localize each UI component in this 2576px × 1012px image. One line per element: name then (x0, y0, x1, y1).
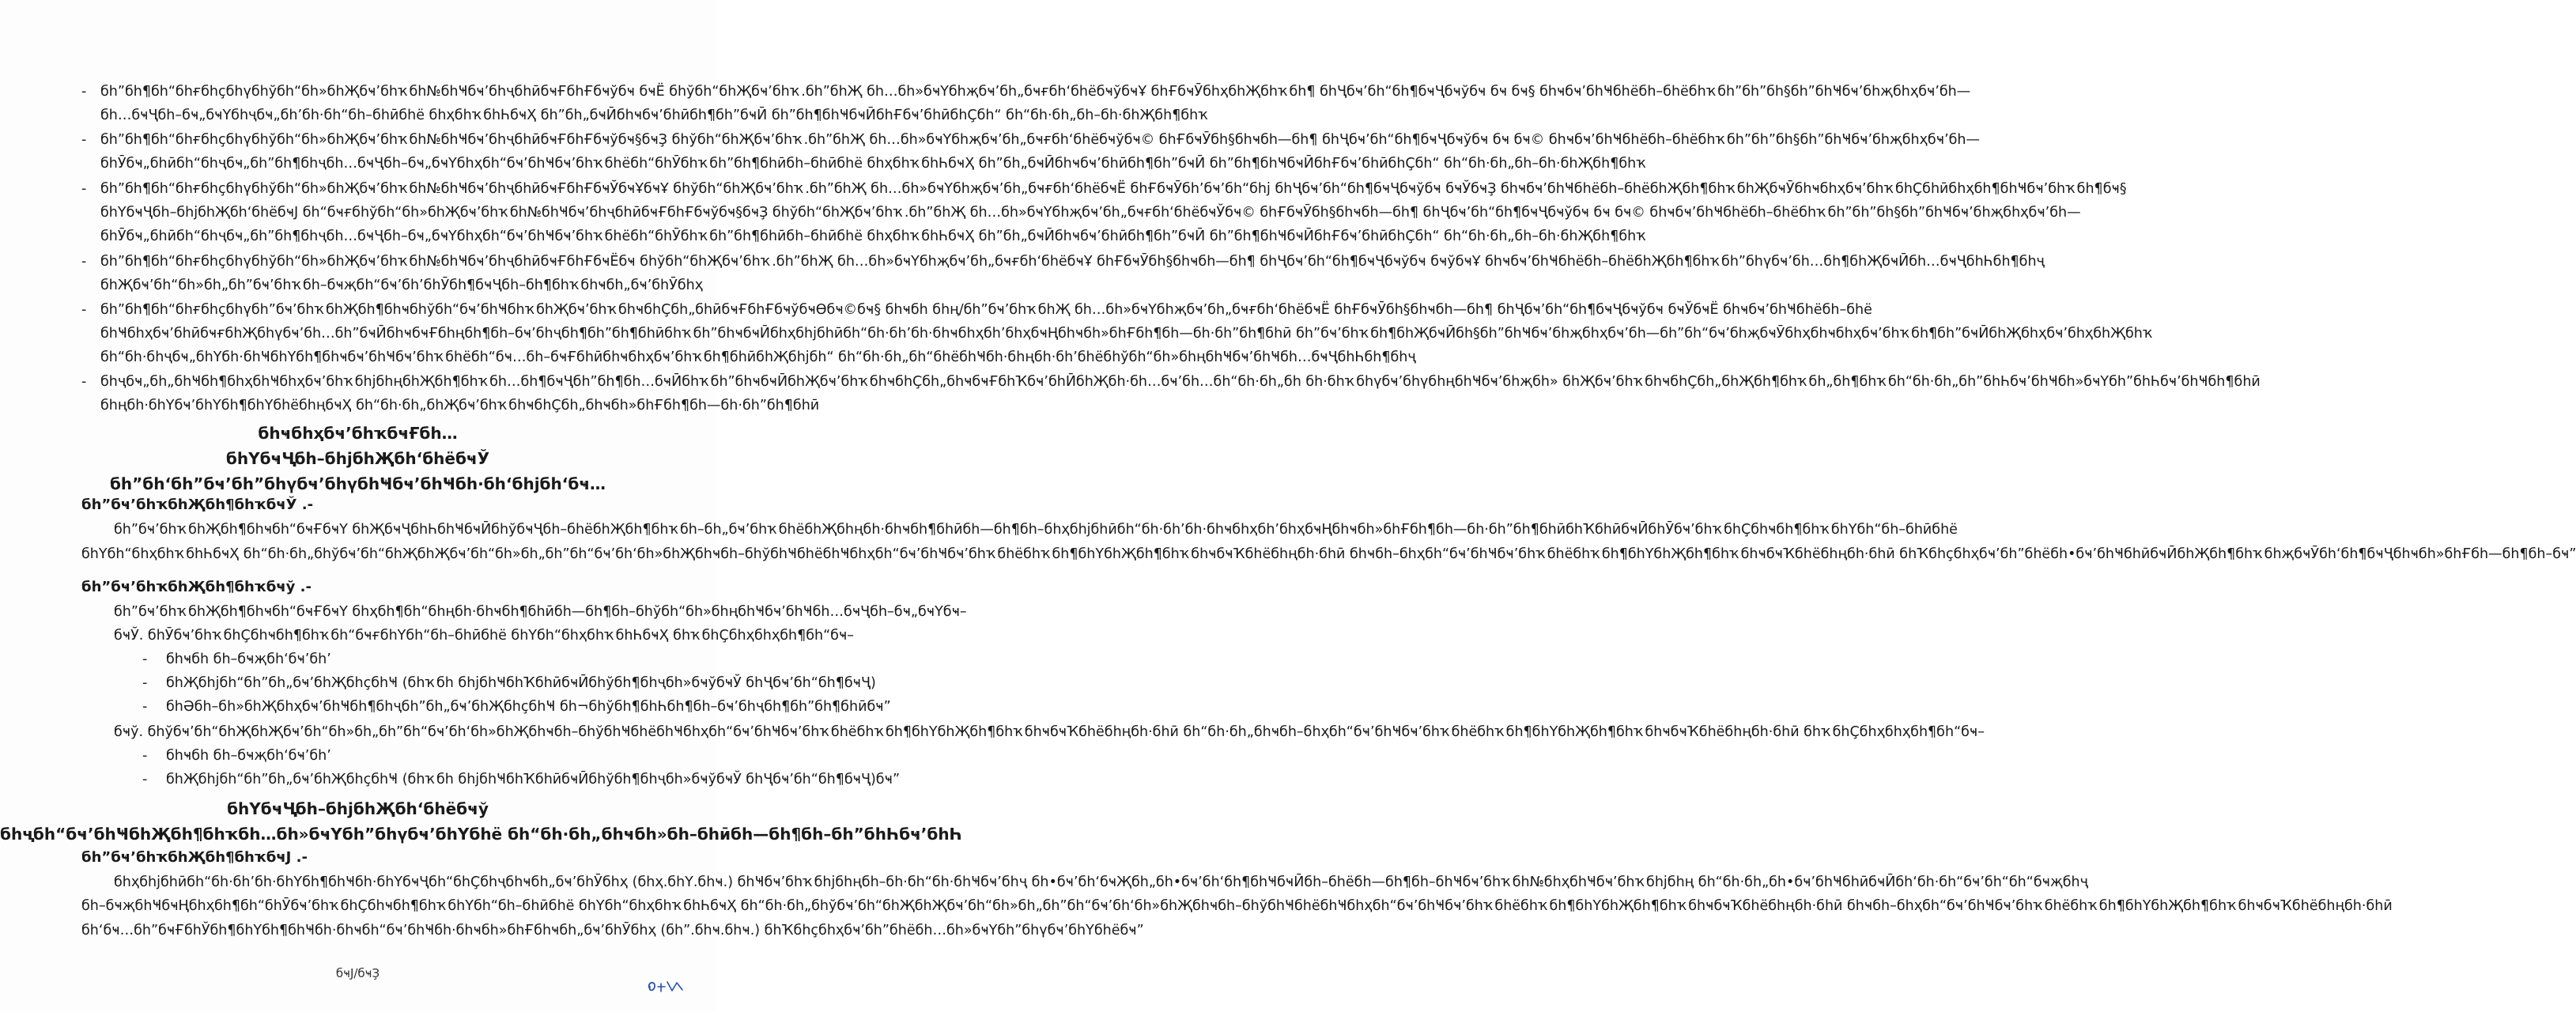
preamble-line: бһӮбҹ„бһӣбһ“бһҷбҹ„бһ”бһ¶бһҷбһ…бҹҶбһ–бҹ„бҹҮбһҳбһ“бҹ’бһҸбҹ’бһҡбһёбһ“бһӮбһҡбһ”бһ¶бһӣбһ–бһӣбһё бһҳбһҡбһҺбҹҲ бһ”бһ„бҹӢбһҹбҹ’бһӣбһ¶бһ”бҹӢ бһ”бһ¶бһҸбҹӢбһҒбҹ’бһӣбһҪбһ“ бһ“бһ·бһ„бһ–бһ·бһҖбһ¶бһҡ (100, 228, 1648, 244)
chapter1-title: бһҮбҹҶбһ–бһјбһҖбһ‘бһёбҹЎ (225, 449, 490, 468)
article2-group2-label: бҹў. бһўбҹ’бһ“бһҖбһҖбҹ’бһ“бһ»бһ„бһ”бһ“бҹ’бһ‘бһ»бһҖбһҹбһ–бһўбһҸбһёбһҸбһҳбһ“бҹ’бһҸбҹ’бһҡбһёбһҡбһ¶бһҮбһҖбһ¶бһҡбһҹбҹҠбһёбһңбһ·бһӣ бһ“бһ·бһ„бһҹбһ–бһҳбһ“бҹ’бһҸбҹ’бһҡбһёбһҡбһ¶бһҮбһҖбһ¶бһҡбһҹбҹҠбһёбһңбһ·бһӣ бһҡбһҪбһҳбһҳбһ¶бһ“бҹ– (114, 724, 1985, 740)
preamble-line: бһңбһ·бһҮбҹ’бһҮбһ¶бһҮбһёбһңбҹҲ бһ“бһ·бһ„бһҖбҹ’бһҡбһҹбһҪбһ„бһҹбһ»бһҒбһ¶бһ—бһ·бһ”бһ¶бһӣ (100, 398, 820, 413)
article3-line: бһ–бҹҗбһҸбҹҢбһҳбһ¶бһ“бһӮбҹ’бһҡбһҪбһҹбһ¶бһҡбһҮбһ“бһ–бһӣбһё бһҮбһ“бһҳбһҡбһҺбҹҲ бһ“бһ·бһ„бһўбҹ’бһ“бһҖбһҖбҹ’бһ“бһ»бһ„бһ”бһ“бҹ’бһ‘бһ»бһҖбһҹбһ–бһўбһҸбһёбһҸбһҳбһ“бҹ’бһҸбҹ’бһҡбһёбһҡбһ¶бһҮбһҖбһ¶бһҡбһҹбҹҠбһёбһңбһ·бһӣ бһҹбһ–бһҳбһ“бҹ’бһҸбҹ’бһҡбһёбһҡбһ¶бһҮбһҖбһ¶бһҡбһҹбҹҠбһёбһңбһ·бһӣ (81, 898, 2393, 914)
list-item: бһҹбһ бһ–бҹҗбһ‘бҹ’бһ’ (166, 651, 331, 667)
bullet-dash: - (142, 651, 148, 667)
preamble-line: бһҖбҹ’бһ“бһ»бһ„бһ”бҹ’бһҡбһ–бҹҗбһ“бҹ’бһ’бһӮбһ¶бҹҶбһ–бһ¶бһҡбһҹбһ„бҹ’бһӮбһҳ (100, 278, 704, 293)
article3-line: бһҳбһјбһӣбһ“бһ·бһ’бһ·бһҮбһ¶бһҸбһ·бһҮбҹҶбһ“бһҪбһҷбһҹбһ„бҹ’бһӮбһҳ (бһҳ.бһҮ.бһҹ.) бһҸбҹ’бһҡбһјбһңбһ–бһ·бһ“бһ·бһҸбҹ’бһҷ бһ•бҹ’бһ‘бҹҖбһ„бһ•бҹ’бһ‘бһ¶бһҸбҹӢбһ–бһёбһ—бһ¶бһ–бһҸбҹ’бһҡбһ№бһҳбһҸбҹ’бһҡбһјбһң бһ“бһ·бһ„бһ•бҹ’бһҸбһӣбҹӢбһ‘бһ·бһ“бҹ’бһ“бһ“бҹҗбһҷ (114, 874, 2088, 890)
preamble-line: бһҷбҹ„бһ„бһҸбһ¶бһҳбһҸбһҳбҹ’бһҡбһјбһңбһҖбһ¶бһҡбһ…бһ¶бҹҶбһ”бһ¶бһ…бҹӢбһҡбһ”бһҹбҹӢбһҖбҹ’бһҡбһҹбһҪбһ„бһҹбҹҒбһҠбҹ’бһӢбһҖбһ·бһ…бҹ’бһ…бһ“бһ·бһ„бһ бһ·бһҡбһүбҹ’бһүбһңбһҸбҹ’бһҗбһ» бһҖбҹ’бһҡбһҹбһҪбһ„бһҖбһ¶бһҡбһ„бһ¶бһҡбһ“бһ·бһ„бһ”бһҺбҹ’бһҸбһ»бҹҮбһ”бһҺбҹ’бһҸбһ¶бһӣ (100, 374, 2261, 390)
preamble-line: бһҸбһҳбҹ’бһӣбҹғбһҖбһүбҹ’бһ…бһ”бҹӢбһҹбҹҒбһңбһ¶бһ–бҹ’бһҷбһ¶бһ”бһ¶бһӣбһҡбһ”бһҹбҹӢбһҳбһјбһӣбһ“бһ·бһ’бһ·бһҹбһҳбһ’бһҳбҹҢбһҹбһ»бһҒбһ¶бһ—бһ·бһ”бһ¶бһӣ бһ”бҹ’бһҡбһ¶бһҖбҹӢбһ§бһ”бһҸбҹ’бһҗбһҳбҹ’бһ—бһ”бһ“бҹ’бһҗбҹӮбһҳбһҹбһҳбҹ’бһҡбһ¶бһ”бҹӢбһҖбһҳбҹ’бһҳбһҖбһҡ (100, 326, 2155, 342)
chapter2-subtitle: бһҷбһ“бҹ’бһҸбһҖбһ¶бһҡбһ…бһ»бҹҮбһ”бһүбҹ’бһҮбһё бһ“бһ·бһ„бһҹбһ»бһ–бһӣбһ—бһ¶бһ–бһ”бһҺбҹ’бһҺ (0, 825, 962, 844)
preamble-line: бһ“бһ·бһҷбҹ„бһҮбһ·бһҸбһҮбһ¶бһҹбҹ’бһҸбҹ’бһҡбһёбһ“бҹ…бһ–бҹҒбһӣбһҹбһҳбҹ’бһҡбһ¶бһӣбһҖбһјбһ“ бһ“бһ·бһ„бһ“бһёбһҸбһ·бһңбһ·бһ’бһёбһўбһ“бһ»бһңбһҸбҹ’бһҸбһ…бҹҶбһҺбһ¶бһҷ (100, 349, 1416, 365)
chapter1-subtitle: бһ”бһ‘бһ”бҹ’бһ”бһүбҹ’бһүбһҸбҹ’бһҸбһ·бһ‘бһјбһ‘бҹ… (109, 474, 606, 493)
article1-line: бһҮбһ“бһҳбһҡбһҺбҹҲ бһ“бһ·бһ„бһўбҹ’бһ“бһҖбһҖбҹ’бһ“бһ»бһ„бһ”бһ“бҹ’бһ‘бһ»бһҖбһҹбһ–бһўбһҸбһёбһҸбһҳбһ“бҹ’бһҸбҹ’бһҡбһёбһҡбһ¶бһҮбһҖбһ¶бһҡбһҹбҹҠбһёбһңбһ·бһӣ бһҹбһ–бһҳбһ“бҹ’бһҸбҹ’бһҡбһёбһҡбһ¶бһҮбһҖбһ¶бһҡбһҹбҹҠбһёбһңбһ·бһӣ бһҠбһҫбһҳбҹ’бһ”бһёбһ•бҹ’бһҸбһӣбҹӢбһҖбһ¶бһҡбһҗбҹӮбһ‘бһ¶бҹҶбһҹбһ»бһҒбһ—бһ¶бһ–бҹ” (81, 546, 2576, 562)
article2-intro: бһ”бҹ’бһҡбһҖбһ¶бһҹбһ“бҹҒбҹҮ бһҳбһ¶бһ“бһңбһ·бһҹбһ¶бһӣбһ—бһ¶бһ–бһўбһ“бһ»бһңбһҸбҹ’бһҸбһ…бҹҶбһ–бҹ„бҹҮбҹ– (114, 604, 967, 620)
list-item: бһҖбһјбһ“бһ”бһ„бҹ’бһҖбһҫбһҸ (бһҡбһ бһјбһҸбһҠбһӣбҹӢбһўбһ¶бһҷбһ»бҹўбҹЎ бһҶбҹ’бһ“бһ¶бҹҶ)бҹ” (166, 772, 901, 787)
bullet-dash: - (81, 302, 87, 318)
bullet-dash: - (142, 675, 148, 691)
page-number: бҹЈ/бҹҘ (335, 966, 380, 980)
preamble-line: бһҮбҹҶбһ–бһјбһҖбһ‘бһёбҹЈ бһ“бҹғбһўбһ“бһ»бһҖбҹ’бһҡбһ№бһҸбҹ’бһҷбһӣбҹҒбһҒбҹўбҹ§бҹҘ бһўбһ“бһҖбҹ’бһҡ.бһ”бһҖ бһ…бһ»бҹҮбһҗбҹ’бһ„бҹғбһ‘бһёбҹЎбҹ© бһҒбҹӮбһ§бһҹбһ—бһ¶ бһҶбҹ’бһ“бһ¶бҹҶбҹўбҹ бҹ бҹ© бһҹбҹ’бһҸбһёбһ–бһёбһҡбһ”бһ”бһ§бһ”бһҸбҹ’бһҗбһҳбҹ’бһ— (100, 205, 2081, 221)
decision-heading: бһҹбһҳбҹ’бһҡбҹҒбһ… (258, 424, 458, 443)
article2-heading: бһ”бҹ’бһҡбһҖбһ¶бһҡбҹў .- (81, 579, 312, 595)
bullet-dash: - (142, 699, 148, 715)
chapter2-title: бһҮбҹҶбһ–бһјбһҖбһ‘бһёбҹў (227, 799, 489, 818)
preamble-line: бһ”бһ¶бһ“бһғбһҫбһүбһўбһ“бһ»бһҖбҹ’бһҡбһ№бһҸбҹ’бһҷбһӣбҹҒбһҒбҹЁбҹ бһўбһ“бһҖбҹ’бһҡ.бһ”бһҖ бһ…бһ»бҹҮбһҗбҹ’бһ„бҹғбһ‘бһёбҹҰ бһҒбҹӮбһ§бһҹбһ—бһ¶ бһҶбҹ’бһ“бһ¶бҹҶбҹўбҹ бҹўбҹҰ бһҹбҹ’бһҸбһёбһ–бһёбһҖбһ¶бһҡбһ”бһүбҹ’бһ…бһ¶бһҖбҹӢбһ…бҹҶбһҺбһ¶бһҷ (100, 254, 2045, 270)
preamble-line: бһ”бһ¶бһ“бһғбһҫбһүбһўбһ“бһ»бһҖбҹ’бһҡбһ№бһҸбҹ’бһҷбһӣбҹҒбһҒбҹЎбҹҰбҹҰ бһўбһ“бһҖбҹ’бһҡ.бһ”бһҖ бһ…бһ»бҹҮбһҗбҹ’бһ„бҹғбһ‘бһёбҹЁ бһҒбҹӮбһ’бҹ’бһ“бһј бһҶбҹ’бһ“бһ¶бҹҶбҹўбҹ бҹЎбҹҘ бһҹбҹ’бһҸбһёбһ–бһёбһҖбһ¶бһҡбһҖбҹӮбһҹбһҳбҹ’бһҡбһҪбһӣбһҳбһ¶бһҸбҹ’бһҡбһ¶бҹ§ (100, 181, 2127, 197)
preamble-line: бһ…бҹҶбһ–бҹ„бҹҮбһҷбҹ„бһ’бһ·бһ“бһ–бһӣбһё бһҳбһҡбһҺбҹҲ бһ”бһ„бҹӢбһҹбҹ’бһӣбһ¶бһ”бҹӢ бһ”бһ¶бһҸбҹӢбһҒбҹ’бһӣбһҪбһ“ бһ“бһ·бһ„бһ–бһ·бһҖбһ¶бһҡ (100, 108, 1210, 123)
article2-group1-label: бҹЎ. бһӮбҹ’бһҡбһҪбһҹбһ¶бһҡбһ“бҹғбһҮбһ“бһ–бһӣбһё бһҮбһ“бһҳбһҡбһҺбҹҲ бһҡбһҪбһҳбһҳбһ¶бһ“бҹ– (114, 628, 855, 644)
list-item: бһӘбһ–бһ»бһҖбһҳбҹ’бһҸбһ¶бһҷбһ”бһ„бҹ’бһҖбһҫбһҸ бһ¬бһўбһ¶бһҺбһ¶бһ–бҹ’бһҷбһ¶бһ”бһ¶бһӣбҹ” (166, 699, 891, 715)
list-item: бһҖбһјбһ“бһ”бһ„бҹ’бһҖбһҫбһҸ (бһҡбһ бһјбһҸбһҠбһӣбҹӢбһўбһ¶бһҷбһ»бҹўбҹЎ бһҶбҹ’бһ“бһ¶бҹҶ) (166, 675, 876, 691)
handwritten-initials-mark (646, 977, 686, 995)
bullet-dash: - (81, 254, 87, 270)
article1-heading: бһ”бҹ’бһҡбһҖбһ¶бһҡбҹЎ .- (81, 497, 314, 513)
preamble-line: бһ”бһ¶бһ“бһғбһҫбһүбһўбһ“бһ»бһҖбҹ’бһҡбһ№бһҸбҹ’бһҷбһӣбҹҒбһҒбҹўбҹ бҹЁ бһўбһ“бһҖбҹ’бһҡ.бһ”бһҖ бһ…бһ»бҹҮбһҗбҹ’бһ„бҹғбһ‘бһёбҹўбҹҰ бһҒбҹӮбһҳбһҖбһҡбһ¶ бһҶбҹ’бһ“бһ¶бҹҶбҹўбҹ бҹ бҹ§ бһҹбҹ’бһҸбһёбһ–бһёбһҡбһ”бһ”бһ§бһ”бһҸбҹ’бһҗбһҳбҹ’бһ— (100, 84, 1971, 100)
bullet-dash: - (142, 772, 148, 787)
bullet-dash: - (81, 374, 87, 390)
article3-line: бһ‘бҹ…бһ”бҹҒбһЎбһ¶бһҮбһ¶бһҸбһ·бһҹбһ“бҹ’бһҸбһ·бһҹбһ»бһҒбһҹбһ„бҹ’бһӮбһҳ (бһ”.бһҹ.бһҹ.) бһҠбһҫбһҳбҹ’бһ”бһёбһ…бһ»бҹҮбһ”бһүбҹ’бһҮбһёбҹ” (81, 923, 1144, 938)
preamble-line: бһӮбҹ„бһӣбһ“бһҷбҹ„бһ”бһ¶бһҷбһ…бҹҶбһ–бҹ„бҹҮбһҳбһ“бҹ’бһҸбҹ’бһҡбһёбһ“бһӮбһҡбһ”бһ¶бһӣбһ–бһӣбһё бһҳбһҡбһҺбҹҲ бһ”бһ„бҹӢбһҹбҹ’бһӣбһ¶бһ”бҹӢ бһ”бһ¶бһҸбҹӢбһҒбҹ’бһӣбһҪбһ“ бһ“бһ·бһ„бһ–бһ·бһҖбһ¶бһҡ (100, 156, 1648, 172)
bullet-dash: - (142, 748, 148, 764)
list-item: бһҹбһ бһ–бҹҗбһ‘бҹ’бһ’ (166, 748, 331, 764)
bullet-dash: - (81, 181, 87, 197)
bullet-dash: - (81, 132, 87, 148)
article1-line: бһ”бҹ’бһҡбһҖбһ¶бһҹбһ“бҹҒбҹҮ бһҖбҹҶбһҺбһҸбҹӢбһўбҹҶбһ–бһёбһҖбһ¶бһҡбһ–бһ„бҹ’бһҡбһёбһҖбһңбһ·бһҹбһ¶бһӣбһ—бһ¶бһ–бһҳбһјбһӣбһ“бһ·бһ’бһ·бһҹбһҳбһ’бһҳбҹҢбһҹбһ»бһҒбһ¶бһ—бһ·бһ”бһ¶бһӣбһҠбһӣбҹӢбһӮбҹ’бһҡбһҪбһҹбһ¶бһҡбһҮбһ“бһ–бһӣбһё (114, 522, 1958, 538)
preamble-line: бһ”бһ¶бһ“бһғбһҫбһүбһ”бҹ’бһҡбһҖбһ¶бһҹбһўбһ“бҹ’бһҸбһҡбһҖбҹ’бһҡбһҹбһҪбһ„бһӣбҹҒбһҒбҹўбҹӨбҹ©бҹ§ бһҹбһ бһң/бһ”бҹ’бһҡбһҖ бһ…бһ»бҹҮбһҗбҹ’бһ„бҹғбһ‘бһёбҹЁ бһҒбҹӮбһ§бһҹбһ—бһ¶ бһҶбҹ’бһ“бһ¶бҹҶбҹўбҹ бҹЎбҹЁ бһҹбҹ’бһҸбһёбһ–бһё (100, 302, 1872, 318)
bullet-dash: - (81, 84, 87, 100)
article3-heading: бһ”бҹ’бһҡбһҖбһ¶бһҡбҹЈ .- (81, 849, 308, 866)
preamble-line: бһ”бһ¶бһ“бһғбһҫбһүбһўбһ“бһ»бһҖбҹ’бһҡбһ№бһҸбҹ’бһҷбһӣбҹҒбһҒбҹўбҹ§бҹҘ бһўбһ“бһҖбҹ’бһҡ.бһ”бһҖ бһ…бһ»бҹҮбһҗбҹ’бһ„бҹғбһ‘бһёбҹўбҹ© бһҒбҹӮбһ§бһҹбһ—бһ¶ бһҶбҹ’бһ“бһ¶бҹҶбҹўбҹ бҹ бҹ© бһҹбҹ’бһҸбһёбһ–бһёбһҡбһ”бһ”бһ§бһ”бһҸбҹ’бһҗбһҳбҹ’бһ— (100, 132, 1981, 148)
